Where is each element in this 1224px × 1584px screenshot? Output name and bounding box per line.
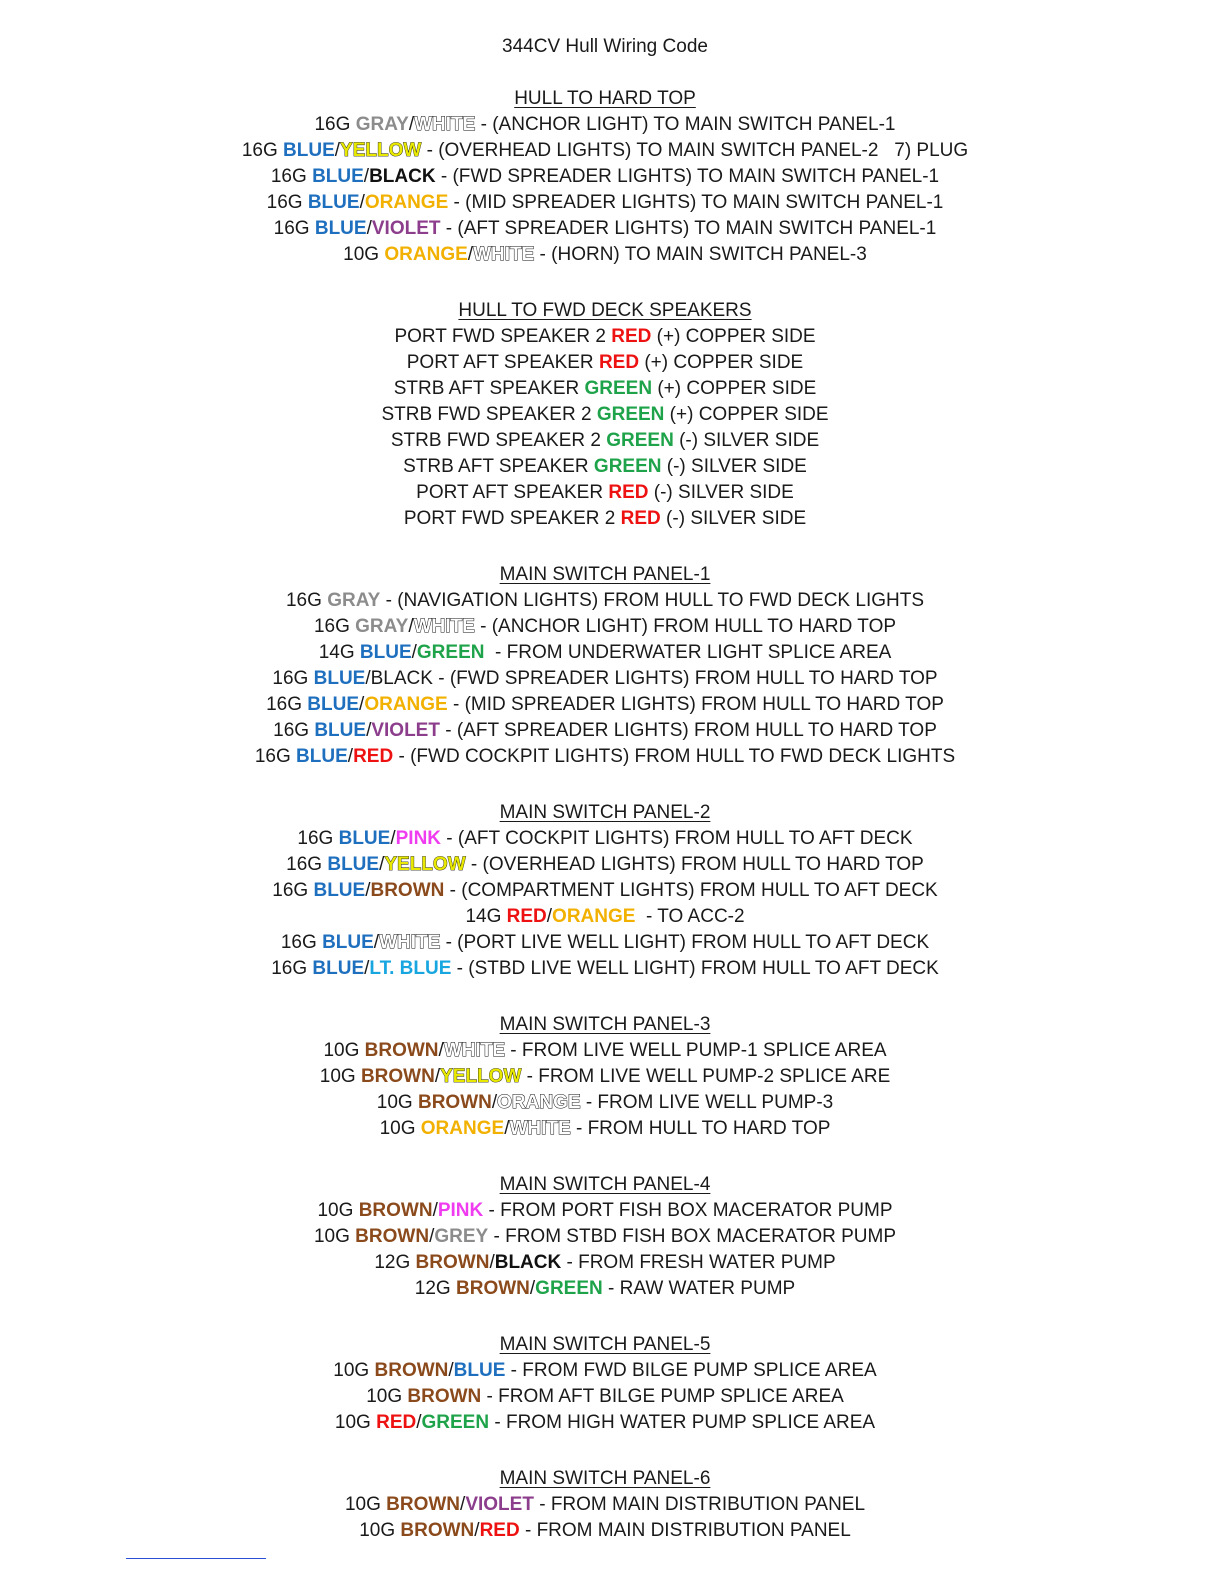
entry-text: 16G xyxy=(241,140,284,161)
section-heading: MAIN SWITCH PANEL-4 xyxy=(499,1174,711,1195)
wire-color-brown: BROWN xyxy=(400,1520,475,1541)
entry-text: (+) COPPER SIDE xyxy=(652,378,817,399)
section-main-switch-panel-4 xyxy=(0,1172,1210,1302)
section-heading: MAIN SWITCH PANEL-3 xyxy=(499,1014,711,1035)
entry-text: - FROM FRESH WATER PUMP xyxy=(561,1252,836,1273)
entry-text: - (HORN) TO MAIN SWITCH PANEL-3 xyxy=(534,244,867,265)
wire-color-orange: ORANGE xyxy=(420,1118,505,1139)
section-heading: HULL TO FWD DECK SPEAKERS xyxy=(458,300,752,321)
wire-color-blue: BLUE xyxy=(296,746,348,767)
wire-entry xyxy=(0,1492,1210,1518)
entry-text: - FROM HULL TO HARD TOP xyxy=(570,1118,831,1139)
wire-color-brown: BROWN xyxy=(386,1494,461,1515)
wire-color-blue: BLUE xyxy=(327,854,380,875)
wire-color-green: GREEN xyxy=(421,1412,490,1433)
entry-text: 10G xyxy=(344,1494,387,1515)
entry-text: / xyxy=(366,720,372,741)
wire-entry xyxy=(0,588,1210,614)
entry-text: 10G xyxy=(334,1412,377,1433)
wire-color-brown: BROWN xyxy=(370,880,445,901)
wire-color-blue: BLUE xyxy=(312,166,364,187)
entry-text: (+) COPPER SIDE xyxy=(664,404,829,425)
wire-color-brown: BROWN xyxy=(415,1252,490,1273)
wire-entry xyxy=(0,1116,1210,1142)
entry-text: / xyxy=(448,1360,454,1381)
entry-text: 10G xyxy=(313,1226,356,1247)
entry-text: - FROM UNDERWATER LIGHT SPLICE AREA xyxy=(484,642,892,663)
wire-entry xyxy=(0,428,1210,454)
entry-text: (-) SILVER SIDE xyxy=(661,456,807,477)
entry-text: 10G xyxy=(319,1066,361,1087)
wire-entry xyxy=(0,904,1210,930)
entry-text: 10G xyxy=(376,1092,418,1113)
wire-entry xyxy=(0,1250,1210,1276)
document-title: 344CV Hull Wiring Code xyxy=(502,36,708,57)
wire-entry xyxy=(0,112,1210,138)
entry-text: / xyxy=(379,854,385,875)
entry-text: - (ANCHOR LIGHT) FROM HULL TO HARD TOP xyxy=(474,616,897,637)
entry-text: - FROM STBD FISH BOX MACERATOR PUMP xyxy=(488,1226,897,1247)
wire-entry xyxy=(0,164,1210,190)
wire-entry xyxy=(0,956,1210,982)
wire-color-brown: BROWN xyxy=(355,1226,430,1247)
entry-text: 16G xyxy=(273,218,315,239)
wire-color-blue: BLUE xyxy=(453,1360,506,1381)
entry-text: - (AFT SPREADER LIGHTS) TO MAIN SWITCH PANEL-1 xyxy=(440,218,937,239)
wire-color-green: GREEN xyxy=(535,1278,603,1299)
wire-color-red: RED xyxy=(598,352,640,373)
entry-text: 10G xyxy=(343,244,385,265)
entry-text: PORT AFT SPEAKER xyxy=(406,352,599,373)
wire-color-blue: BLUE xyxy=(322,932,374,953)
entry-text: - (NAVIGATION LIGHTS) FROM HULL TO FWD DECK LIGHTS xyxy=(380,590,924,611)
entry-text: 10G xyxy=(359,1520,401,1541)
wire-entry xyxy=(0,826,1210,852)
entry-text: 10G xyxy=(366,1386,408,1407)
wire-entry xyxy=(0,614,1210,640)
section-main-switch-panel-2 xyxy=(0,800,1210,982)
entry-text: - (MID SPREADER LIGHTS) FROM HULL TO HARD TOP xyxy=(447,694,944,715)
wire-color-red: RED xyxy=(376,1412,417,1433)
wire-entry xyxy=(0,1410,1210,1436)
entry-text: 12G xyxy=(414,1278,456,1299)
entry-text: / xyxy=(408,114,415,135)
entry-text: 10G xyxy=(333,1360,375,1381)
wire-color-blue: BLUE xyxy=(307,694,360,715)
entry-text: / xyxy=(432,1200,438,1221)
section-main-switch-panel-1 xyxy=(0,562,1210,770)
entry-text: / xyxy=(408,616,414,637)
wire-color-blue: BLUE xyxy=(313,880,366,901)
section-main-switch-panel-3 xyxy=(0,1012,1210,1142)
entry-text: / xyxy=(411,642,417,663)
wire-entry xyxy=(0,324,1210,350)
wire-entry xyxy=(0,376,1210,402)
entry-text: PORT FWD SPEAKER 2 xyxy=(394,326,612,347)
entry-text: / xyxy=(364,958,370,979)
entry-text: (-) SILVER SIDE xyxy=(673,430,820,451)
entry-text: - (FWD SPREADER LIGHTS) TO MAIN SWITCH PANEL-1 xyxy=(435,166,940,187)
entry-text: 16G xyxy=(270,166,313,187)
entry-text: - (AFT COCKPIT LIGHTS) FROM HULL TO AFT DECK xyxy=(441,828,913,849)
wire-color-brown: BROWN xyxy=(358,1200,433,1221)
wire-color-green: GREEN xyxy=(596,404,665,425)
entry-text: / xyxy=(460,1494,466,1515)
wire-entry xyxy=(0,930,1210,956)
entry-text: - (ANCHOR LIGHT) TO MAIN SWITCH PANEL-1 xyxy=(475,114,896,135)
entry-text: / xyxy=(434,1066,441,1087)
entry-text: / xyxy=(546,906,553,927)
wire-color-violet: VIOLET xyxy=(465,1494,534,1515)
wire-color-red: RED xyxy=(506,906,547,927)
section-heading: HULL TO HARD TOP xyxy=(514,88,696,109)
section-heading: MAIN SWITCH PANEL-2 xyxy=(499,802,711,823)
entry-text: / xyxy=(491,1092,498,1113)
entry-text: (-) SILVER SIDE xyxy=(660,508,807,529)
entry-text: - (OVERHEAD LIGHTS) FROM HULL TO HARD TOP xyxy=(465,854,924,875)
wire-color-red: RED xyxy=(608,482,649,503)
entry-text: - (AFT SPREADER LIGHTS) FROM HULL TO HARD TOP xyxy=(439,720,937,741)
entry-text: - FROM LIVE WELL PUMP-3 xyxy=(580,1092,834,1113)
entry-text: / xyxy=(416,1412,422,1433)
wire-entry xyxy=(0,852,1210,878)
entry-text: (-) SILVER SIDE xyxy=(648,482,794,503)
wire-color-blue: BLUE xyxy=(314,720,367,741)
wire-color-blue: BLUE xyxy=(313,668,366,689)
wire-color-red: RED xyxy=(611,326,652,347)
entry-text: 14G xyxy=(465,906,507,927)
entry-text: / xyxy=(504,1118,510,1139)
wire-entry xyxy=(0,1276,1210,1302)
wire-color-white: WHITE xyxy=(414,114,476,135)
entry-text: / xyxy=(373,932,380,953)
wire-color-yellow: YELLOW xyxy=(340,140,422,161)
wire-entry xyxy=(0,878,1210,904)
entry-text: - FROM AFT BILGE PUMP SPLICE AREA xyxy=(481,1386,844,1407)
entry-text: STRB FWD SPEAKER 2 xyxy=(390,430,607,451)
entry-text: - TO ACC-2 xyxy=(635,906,745,927)
wire-color-red: RED xyxy=(479,1520,520,1541)
entry-text: - (MID SPREADER LIGHTS) TO MAIN SWITCH PANEL-1 xyxy=(448,192,944,213)
entry-text: / xyxy=(467,244,474,265)
wire-entry xyxy=(0,402,1210,428)
wire-color-pink: PINK xyxy=(395,828,442,849)
entry-text: / xyxy=(334,140,341,161)
sections-container xyxy=(0,86,1210,1544)
wire-color-gray: GREY xyxy=(434,1226,489,1247)
wire-color-green: GREEN xyxy=(606,430,674,451)
entry-text: 10G xyxy=(317,1200,359,1221)
wire-entry xyxy=(0,1090,1210,1116)
wire-entry xyxy=(0,666,1210,692)
wire-entry xyxy=(0,1358,1210,1384)
entry-text: 16G xyxy=(254,746,297,767)
wire-color-red: RED xyxy=(620,508,661,529)
wire-entry xyxy=(0,744,1210,770)
wire-color-ltblue: LT. BLUE xyxy=(369,958,452,979)
wire-color-black: BLACK xyxy=(494,1252,562,1273)
wire-entry xyxy=(0,350,1210,376)
entry-text: - FROM MAIN DISTRIBUTION PANEL xyxy=(533,1494,866,1515)
wire-color-brown: BROWN xyxy=(360,1066,435,1087)
entry-text: 16G xyxy=(271,958,313,979)
wire-color-white: WHITE xyxy=(473,244,535,265)
entry-text: - RAW WATER PUMP xyxy=(602,1278,796,1299)
entry-text: 16G xyxy=(266,694,308,715)
entry-text: / xyxy=(359,694,365,715)
entry-text: 16G xyxy=(314,114,356,135)
entry-text: / xyxy=(489,1252,495,1273)
wire-color-blue: BLUE xyxy=(338,828,391,849)
entry-text: PORT FWD SPEAKER 2 xyxy=(403,508,621,529)
wire-entry xyxy=(0,640,1210,666)
wiring-code-document xyxy=(0,34,1210,1574)
entry-text: 16G xyxy=(266,192,308,213)
entry-text: 10G xyxy=(379,1118,421,1139)
entry-text: / xyxy=(390,828,396,849)
wire-color-green: GREEN xyxy=(416,642,485,663)
wire-entry xyxy=(0,1064,1210,1090)
wire-color-white: WHITE xyxy=(379,932,441,953)
wire-color-blue: BLUE xyxy=(314,218,367,239)
wire-entry xyxy=(0,454,1210,480)
wire-color-yellow: YELLOW xyxy=(440,1066,522,1087)
wire-color-blue: BLUE xyxy=(283,140,335,161)
wire-color-violet: VIOLET xyxy=(371,218,441,239)
wire-color-blue: BLUE xyxy=(312,958,365,979)
section-hull-to-fwd-deck-speakers xyxy=(0,298,1210,532)
entry-text: 16G xyxy=(286,854,328,875)
wire-color-white: WHITE xyxy=(509,1118,571,1139)
entry-text: / xyxy=(347,746,354,767)
wire-color-orange: ORANGE xyxy=(364,694,448,715)
wire-color-brown: BROWN xyxy=(407,1386,482,1407)
section-main-switch-panel-6 xyxy=(0,1466,1210,1544)
entry-text: 16G xyxy=(280,932,323,953)
wire-color-pink: PINK xyxy=(437,1200,484,1221)
entry-text: / xyxy=(366,218,372,239)
entry-text: / xyxy=(474,1520,480,1541)
entry-text: / xyxy=(429,1226,435,1247)
wire-color-orange: ORANGE xyxy=(552,906,636,927)
entry-text: - (PORT LIVE WELL LIGHT) FROM HULL TO AFT DECK xyxy=(440,932,930,953)
wire-color-white: WHITE xyxy=(443,1040,506,1061)
wire-color-red: RED xyxy=(353,746,394,767)
entry-text: - FROM MAIN DISTRIBUTION PANEL xyxy=(519,1520,851,1541)
wire-entry xyxy=(0,216,1210,242)
wire-color-black: BLACK xyxy=(369,166,436,187)
entry-text: - (FWD COCKPIT LIGHTS) FROM HULL TO FWD DECK LIGHTS xyxy=(393,746,956,767)
wire-color-orange: ORANGE xyxy=(364,192,449,213)
entry-text: 16G xyxy=(272,668,314,689)
entry-text: /BLACK - (FWD SPREADER LIGHTS) FROM HULL TO HARD TOP xyxy=(365,668,938,689)
entry-text: (+) COPPER SIDE xyxy=(651,326,816,347)
entry-text: STRB FWD SPEAKER 2 xyxy=(381,404,597,425)
entry-text: 16G xyxy=(285,590,328,611)
entry-text: - FROM HIGH WATER PUMP SPLICE AREA xyxy=(489,1412,876,1433)
entry-text: 16G xyxy=(273,720,315,741)
wire-entry xyxy=(0,1198,1210,1224)
wire-entry xyxy=(0,692,1210,718)
entry-text: 12G xyxy=(374,1252,416,1273)
wire-entry xyxy=(0,506,1210,532)
wire-entry xyxy=(0,1038,1210,1064)
entry-text: - (OVERHEAD LIGHTS) TO MAIN SWITCH PANEL-2 7) PLUG xyxy=(421,140,969,161)
wire-color-blue: BLUE xyxy=(307,192,360,213)
wire-color-brown: BROWN xyxy=(374,1360,449,1381)
section-heading: MAIN SWITCH PANEL-1 xyxy=(499,564,711,585)
entry-text: - FROM PORT FISH BOX MACERATOR PUMP xyxy=(483,1200,893,1221)
entry-text: - (COMPARTMENT LIGHTS) FROM HULL TO AFT DECK xyxy=(444,880,938,901)
wire-color-blue: BLUE xyxy=(359,642,412,663)
wire-color-green: GREEN xyxy=(584,378,653,399)
entry-text: / xyxy=(359,192,365,213)
wire-color-orange-outline: ORANGE xyxy=(497,1092,581,1113)
wire-color-brown: BROWN xyxy=(417,1092,492,1113)
entry-text: / xyxy=(438,1040,444,1061)
entry-text: / xyxy=(363,166,370,187)
entry-text: / xyxy=(365,880,371,901)
wire-color-white: WHITE xyxy=(413,616,475,637)
wire-entry xyxy=(0,718,1210,744)
entry-text: 16G xyxy=(297,828,339,849)
wire-color-green: GREEN xyxy=(593,456,662,477)
wire-entry xyxy=(0,190,1210,216)
entry-text: 10G xyxy=(323,1040,365,1061)
section-heading: MAIN SWITCH PANEL-6 xyxy=(499,1468,711,1489)
entry-text: PORT AFT SPEAKER xyxy=(416,482,609,503)
footnote-rule xyxy=(126,1558,266,1559)
wire-entry xyxy=(0,480,1210,506)
wire-entry xyxy=(0,138,1210,164)
section-main-switch-panel-5 xyxy=(0,1332,1210,1436)
wire-color-violet: VIOLET xyxy=(371,720,440,741)
entry-text: (+) COPPER SIDE xyxy=(639,352,804,373)
entry-text: STRB AFT SPEAKER xyxy=(403,456,594,477)
wire-entry xyxy=(0,1384,1210,1410)
entry-text: - FROM LIVE WELL PUMP-1 SPLICE AREA xyxy=(505,1040,887,1061)
wire-entry xyxy=(0,1518,1210,1544)
section-hull-to-hard-top xyxy=(0,86,1210,268)
entry-text: 16G xyxy=(272,880,314,901)
entry-text: - FROM FWD BILGE PUMP SPLICE AREA xyxy=(505,1360,877,1381)
wire-color-gray: GRAY xyxy=(355,616,409,637)
entry-text: STRB AFT SPEAKER xyxy=(393,378,585,399)
wire-color-yellow: YELLOW xyxy=(384,854,466,875)
entry-text: - (STBD LIVE WELL LIGHT) FROM HULL TO AFT DECK xyxy=(451,958,939,979)
entry-text: / xyxy=(529,1278,536,1299)
entry-text: 16G xyxy=(313,616,356,637)
wire-entry xyxy=(0,242,1210,268)
wire-entry xyxy=(0,1224,1210,1250)
entry-text: 14G xyxy=(318,642,360,663)
wire-color-brown: BROWN xyxy=(364,1040,439,1061)
entry-text: - FROM LIVE WELL PUMP-2 SPLICE ARE xyxy=(521,1066,891,1087)
wire-color-gray: GRAY xyxy=(327,590,381,611)
wire-color-orange: ORANGE xyxy=(384,244,468,265)
wire-color-brown: BROWN xyxy=(456,1278,530,1299)
section-heading: MAIN SWITCH PANEL-5 xyxy=(499,1334,711,1355)
wire-color-gray: GRAY xyxy=(355,114,409,135)
